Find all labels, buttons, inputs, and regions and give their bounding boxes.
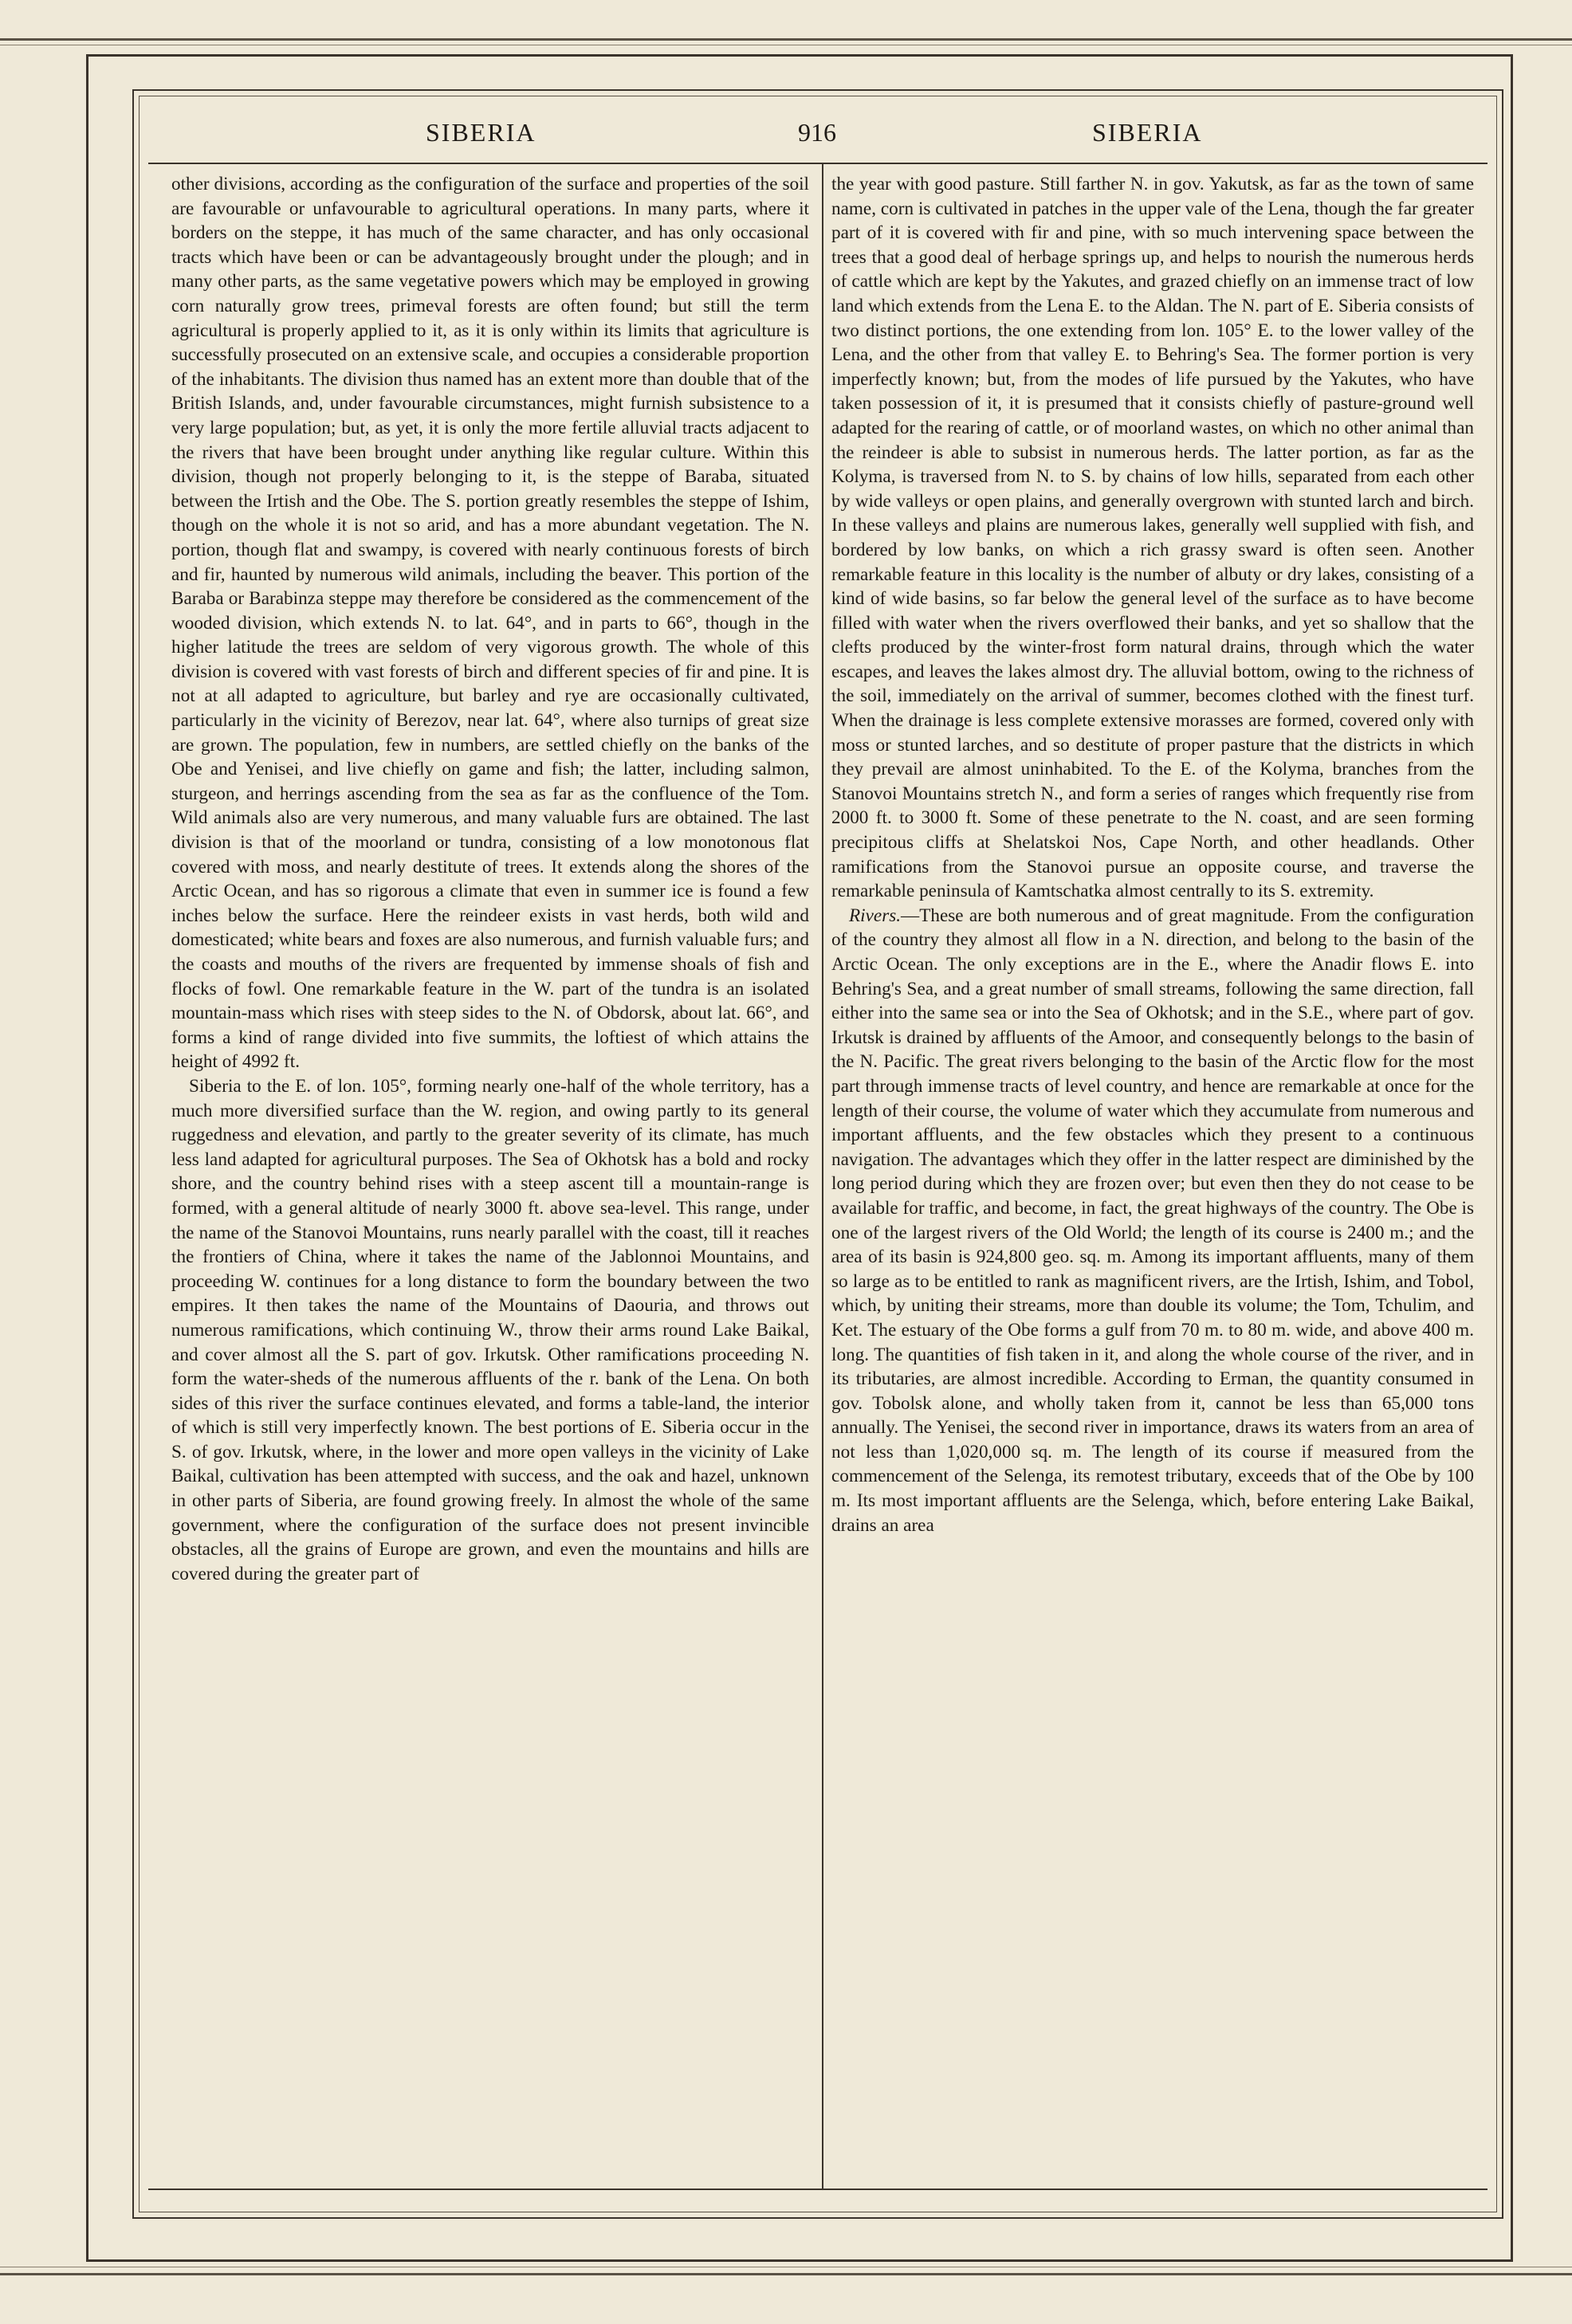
rivers-text: —These are both numerous and of great magnitude. From the configuration of the country they almost all flow in a N. direction, and belong to the basin of the Arctic Ocean. The only exceptions are in the E., where the Anadir flows E. into Behring's Sea, and a great number of small streams, following the same direction, fall either into the same sea or into the Sea of Okhotsk; and in the S.E., where part of gov. Irkutsk is drained by affluents of the Amoor, and consequently belongs to the basin of the N. Pacific. The great rivers belonging to the basin of the Arctic flow for the most part through immense tracts of level country, and hence are remarkable at once for the length of their course, the volume of water which they accumulate from numerous and important affluents, and the few obstacles which they present to a continuous navigation. The advantages which they offer in the latter respect are diminished by the long period during which they are frozen over; but even then they do not cease to be available for traffic, and become, in fact, the great highways of the country. The Obe is one of the largest rivers of the Old World; the length of its course is 2400 m.; and the area of its basin is 924,800 geo. sq. m. Among its important affluents, many of them so large as to be entitled to rank as magnificent rivers, are the Irtish, Ishim, and Tobol, which, by uniting their streams, more than double its volume; the Tom, Tchulim, and Ket. The estuary of the Obe forms a gulf from 70 m. to 80 m. wide, and above 400 m. long. The quantities of fish taken in it, and along the whole course of the river, and in its tributaries, are almost incredible. According to Erman, the quantity consumed in gov. Tobolsk alone, and wholly taken from it, cannot be less than 65,000 tons annually. The Yenisei, the second river in importance, draws its waters from an area of not less than 1,020,000 sq. m. The length of its course if measured from the commencement of the Selenga, its remotest tributary, exceeds that of the Obe by 100 m. Its most important affluents are the Selenga, which, before entering Lake Baikal, drains an area: [831, 905, 1474, 1536]
header-left-title: SIBERIA: [426, 118, 536, 147]
rivers-heading: Rivers.: [849, 905, 902, 926]
running-header: [148, 110, 1488, 158]
right-column: [831, 172, 1474, 1537]
footer-rule: [148, 2189, 1488, 2190]
left-paragraph-2: Siberia to the E. of lon. 105°, forming nearly one-half of the whole territory, has a much more diversified surface than the W. region, and owing partly to its general ruggedness and elevation, and partly to the greater severity of its climate, has much less land adapted for agricultural purposes. The Sea of Okhotsk has a bold and rocky shore, and the country behind rises with a steep ascent till a mountain-range is formed, with a general altitude of nearly 3000 ft. above sea-level. This range, under the name of the Stanovoi Mountains, runs nearly parallel with the coast, till it reaches the frontiers of China, where it takes the name of the Jablonnoi Mountains, and proceeding W. continues for a long distance to form the boundary between the two empires. It then takes the name of the Mountains of Daouria, and throws out numerous ramifications, which continuing W., throw their arms round Lake Baikal, and cover almost all the S. part of gov. Irkutsk. Other ramifications proceeding N. form the water-sheds of the numerous affluents of the r. bank of the Lena. On both sides of this river the surface continues elevated, and forms a table-land, the interior of which is still very imperfectly known. The best portions of E. Siberia occur in the S. of gov. Irkutsk, where, in the lower and more open valleys in the vicinity of Lake Baikal, cultivation has been attempted with success, and the oak and hazel, unknown in other parts of Siberia, are found growing freely. In almost the whole of the same government, where the configuration of the surface does not present invincible obstacles, all the grains of Europe are grown, and even the mountains and hills are covered during the greater part of: [171, 1075, 809, 1584]
top-page-rule: [0, 38, 1572, 41]
header-right-title: SIBERIA: [1092, 118, 1203, 147]
rivers-paragraph: [831, 904, 1474, 1537]
page-number: 916: [798, 118, 836, 147]
header-rule: [148, 163, 1488, 164]
right-paragraph-1: the year with good pasture. Still farther N. in gov. Yakutsk, as far as the town of same name, corn is cultivated in patches in the upper vale of the Lena, though the far greater part of it is covered with fir and pine, with so much intervening space between the trees that a good deal of herbage springs up, and helps to nourish the numerous herds of cattle which are kept by the Yakutes, and grazed chiefly on an immense tract of low land which extends from the Lena E. to the Aldan. The N. part of E. Siberia consists of two distinct portions, the one extending from lon. 105° E. to the lower valley of the Lena, and the other from that valley E. to Behring's Sea. The former portion is very imperfectly known; but, from the modes of life pursued by the Yakutes, who have taken possession of it, it is presumed that it consists chiefly of pasture-ground well adapted for the rearing of cattle, or of moorland wastes, on which no other animal than the reindeer is able to subsist in numerous herds. The latter portion, as far as the Kolyma, is traversed from N. to S. by chains of low hills, separated from each other by wide valleys or open plains, and generally overgrown with stunted larch and birch. In these valleys and plains are numerous lakes, generally well supplied with fish, and bordered by low banks, on which a rich grassy sward is often seen. Another remarkable feature in this locality is the number of albuty or dry lakes, consisting of a kind of wide basins, so far below the general level of the surface as to have become filled with water when the rivers overflowed their banks, and yet so shallow that the clefts produced by the winter-frost form natural drains, through which the water escapes, and leaves the lakes almost dry. The alluvial bottom, owing to the richness of the soil, immediately on the arrival of summer, becomes clothed with the finest turf. When the drainage is less complete extensive morasses are formed, covered only with moss or stunted larches, and so destitute of proper pasture that the districts in which they prevail are almost uninhabited. To the E. of the Kolyma, branches from the Stanovoi Mountains stretch N., and form a series of ranges which frequently rise from 2000 ft. to 3000 ft. Some of these penetrate to the N. coast, and are seen forming precipitous cliffs at Shelatskoi Nos, Cape North, and other headlands. Other ramifications from the Stanovoi pursue an opposite course, and traverse the remarkable peninsula of Kamtschatka almost centrally to its S. extremity.: [831, 174, 1474, 902]
left-column: [171, 172, 809, 1586]
left-paragraph-1: other divisions, according as the configuration of the surface and properties of the soil are favourable or unfavourable to agricultural operations. In many parts, where it borders on the steppe, it has much of the same character, and has only occasional tracts which have been or can be advantageously brought under the plough; and in many other parts, as the same vegetative powers which may be employed in growing corn naturally grow trees, primeval forests are often found; but still the term agricultural is properly applied to it, as it is only within its limits that agriculture is successfully prosecuted on an extensive scale, and occupies a considerable proportion of the inhabitants. The division thus named has an extent more than double that of the British Islands, and, under favourable circumstances, might furnish subsistence to a very large population; but, as yet, it is only the more fertile alluvial tracts adjacent to the rivers that have been brought under anything like regular culture. Within this division, though not properly belonging to it, is the steppe of Baraba, situated between the Irtish and the Obe. The S. portion greatly resembles the steppe of Ishim, though on the whole it is not so arid, and has a more abundant vegetation. The N. portion, though flat and swampy, is covered with nearly continuous forests of birch and fir, haunted by numerous wild animals, including the beaver. This portion of the Baraba or Barabinza steppe may therefore be considered as the commencement of the wooded division, which extends N. to lat. 64°, and in parts to 66°, though in the higher latitude the trees are seldom of very vigorous growth. The whole of this division is covered with vast forests of birch and different species of fir and pine. It is not at all adapted to agriculture, but barley and rye are occasionally cultivated, particularly in the vicinity of Berezov, near lat. 64°, where also turnips of great size are grown. The population, few in numbers, are settled chiefly on the banks of the Obe and Yenisei, and live chiefly on game and fish; the latter, including salmon, sturgeon, and herrings ascending from the sea as far as the confluence of the Tom. Wild animals also are very numerous, and many valuable furs are obtained. The last division is that of the moorland or tundra, consisting of a low monotonous flat covered with moss, and nearly destitute of trees. It extends along the shores of the Arctic Ocean, and has so rigorous a climate that even in summer ice is found a few inches below the surface. Here the reindeer exists in vast herds, both wild and domesticated; white bears and foxes are also numerous, and furnish valuable furs; and the coasts and mouths of the rivers are frequented by immense shoals of fish and flocks of fowl. One remarkable feature in the W. part of the tundra is an isolated mountain-mass which rises with steep sides to the N. of Obdorsk, about lat. 66°, and forms a kind of range divided into five summits, the loftiest of which attains the height of 4992 ft.: [171, 174, 809, 1073]
column-divider: [822, 164, 823, 2189]
bottom-page-rule: [0, 2273, 1572, 2275]
